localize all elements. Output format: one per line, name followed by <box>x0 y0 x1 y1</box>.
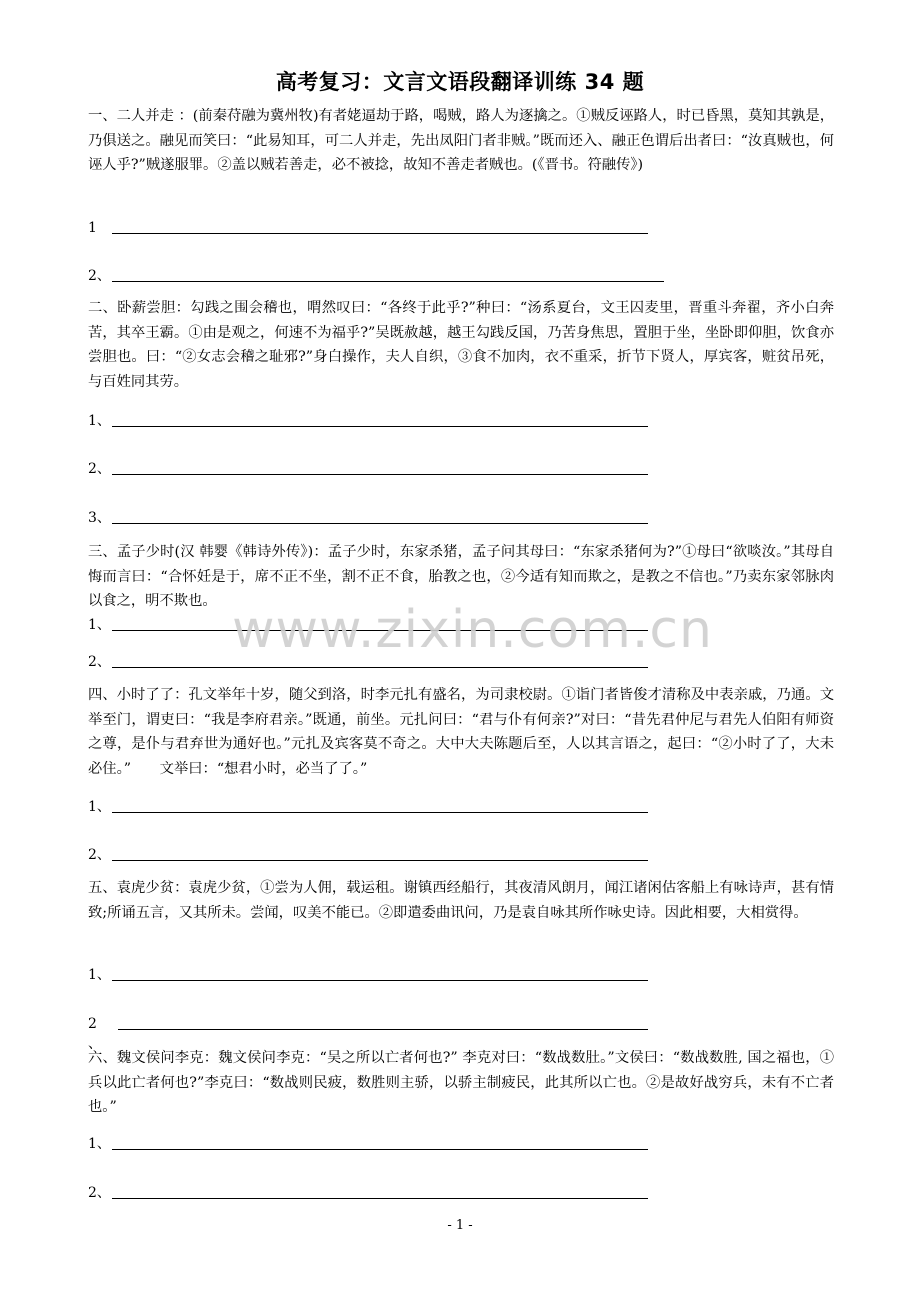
answer-number: 1、 <box>88 799 111 815</box>
passage-5: 五、袁虎少贫：袁虎少贫，①尝为人佣，载运租。谢镇西经船行，其夜清风朗月，闻江诸闲估客船上有咏诗声，甚有情致;所诵五言，又其所未。尝闻，叹美不能已。②即遣委曲讯问，乃是袁自咏其所作咏史诗。因此相要，大相赏得。 <box>88 880 834 921</box>
blank-line <box>112 426 648 427</box>
answer-number: 2、 <box>88 268 111 284</box>
passage-1: 一、二人并走 ：(前秦苻融为冀州牧)有者姥逼劫于路，喝贼，路人为逐擒之。①贼反诬路人，时已昏黑，莫知其孰是，乃俱送之。融见而笑曰：“此易知耳，可二人并走，先出凤阳门者非贼。”既而还入、融正色谓后出者曰：“汝真贼也，何诬人乎?”贼遂服罪。②盖以贼若善走，必不被捻，故知不善走者贼也。(《晋书。符融传》) <box>88 108 834 173</box>
passage-6: 六、魏文侯问李克：魏文侯问李克：“吴之所以亡者何也?” 李克对曰：“数战数肚。”文侯曰：“数战数胜, 国之福也，①兵以此亡者何也?”李克曰：“数战则民疲，数胜则主骄，以骄主制疲民，此其所以亡也。②是故好战穷兵，未有不亡者也。” <box>88 1050 834 1115</box>
answer-number: 2、 <box>88 847 111 863</box>
answer-number: 1、 <box>88 1136 111 1152</box>
answer-number: 2 、 <box>88 1016 102 1052</box>
answer-number: 1 <box>88 220 97 236</box>
watermark: www.zixin.com.cn <box>232 600 713 660</box>
blank-line <box>112 523 648 524</box>
blank-line <box>112 860 648 861</box>
page-title: 高考复习：文言文语段翻译训练 34 题 <box>275 70 645 94</box>
passage-2: 二、卧薪尝胆：勾践之围会稽也，喟然叹曰：“各终于此乎?”种曰：“汤系夏台，文王囚麦里，晋重斗奔翟，齐小白奔苦，其卒王霸。①由是观之，何速不为福乎?”吴既赦越，越王勾践反国，乃苦身焦思，置胆于坐，坐卧即仰胆，饮食亦尝胆也。曰：“②女志会稽之耻邪?”身白操作，夫人自织，③食不加肉，衣不重采，折节下贤人，厚宾客，赃贫吊死，与百姓同其劳。 <box>88 300 834 390</box>
answer-number: 2、 <box>88 654 111 670</box>
blank-line <box>112 1149 648 1150</box>
blank-line <box>112 474 648 475</box>
blank-line <box>112 980 648 981</box>
blank-line <box>112 812 648 813</box>
answer-number: 3、 <box>88 510 111 526</box>
passage-4: 四、小时了了：孔文举年十岁，随父到洛，时李元扎有盛名，为司隶校尉。①诣门者皆俊才清称及中表亲戚，乃通。文举至门，谓吏曰：“我是李府君亲。”既通，前坐。元扎问曰：“君与仆有何亲?”对曰：“昔先君仲尼与君先人伯阳有师资之尊，是仆与君弃世为通好也。”元扎及宾客莫不奇之。大中大夫陈题后至，人以其言语之，起曰：“②小时了了，大未必住。” 文举曰：“想君小时，必当了了。” <box>88 687 834 777</box>
blank-line <box>112 1198 648 1199</box>
answer-number: 1、 <box>88 413 111 429</box>
answer-number: 1、 <box>88 617 111 633</box>
answer-number: 2、 <box>88 461 111 477</box>
passage-3: 三、孟子少时(汉 韩婴《韩诗外传》)：孟子少时，东家杀猪，孟子问其母曰：“东家杀猪何为?”①母曰“欲啖汝。”其母自悔而言曰：“合怀妊是于，席不正不坐，割不正不食，胎教之也，②今适有知而欺之，是教之不信也。”乃卖东家邻脉肉以食之，明不欺也。 <box>88 544 834 609</box>
blank-line <box>112 233 648 234</box>
answer-number: 2、 <box>88 1185 111 1201</box>
blank-line <box>112 281 664 282</box>
blank-line <box>118 1029 648 1030</box>
blank-line <box>112 667 648 668</box>
page-number: - 1 - <box>447 1218 473 1233</box>
answer-number: 1、 <box>88 967 111 983</box>
